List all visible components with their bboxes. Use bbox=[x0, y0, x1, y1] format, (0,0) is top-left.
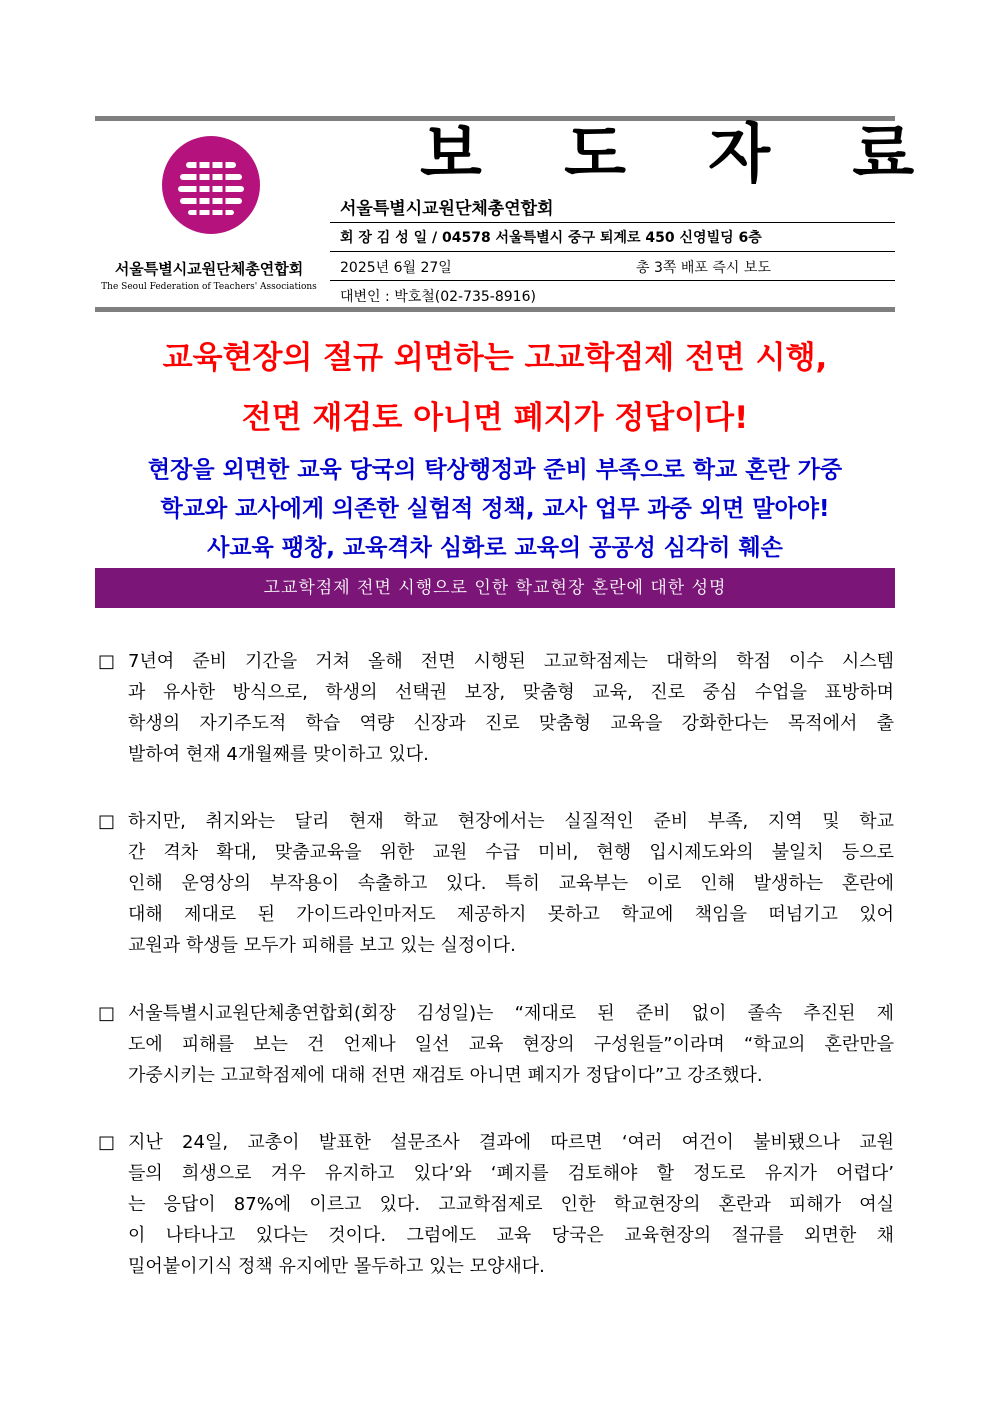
paragraph-line: 밀어붙이기식 정책 유지에만 몰두하고 있는 모양새다. bbox=[128, 1256, 545, 1277]
bullet-box-icon: □ bbox=[98, 1132, 116, 1153]
paragraph-line: 인해 운영상의 부작용이 속출하고 있다. 특히 교육부는 이로 인해 발생하는 혼란에 bbox=[128, 873, 894, 894]
header-divider bbox=[330, 222, 895, 223]
body-paragraph bbox=[98, 806, 894, 961]
books-emblem-icon bbox=[162, 136, 260, 234]
header-divider bbox=[330, 251, 895, 252]
paragraph-line: 서울특별시교원단체총연합회(회장 김성일)는 “제대로 된 준비 없이 졸속 추진된 제 bbox=[128, 1003, 894, 1024]
bullet-box-icon: □ bbox=[98, 1003, 116, 1024]
subheadline: 현장을 외면한 교육 당국의 탁상행정과 준비 부족으로 학교 혼란 가중 bbox=[147, 457, 843, 483]
paragraph-line: 대해 제대로 된 가이드라인마저도 제공하지 못하고 학교에 책임을 떠넘기고 있어 bbox=[128, 904, 894, 925]
press-release-title: 보 도 자 료 bbox=[420, 118, 945, 192]
paragraph-line: 학생의 자기주도적 학습 역량 신장과 진로 맞춤형 교육을 강화한다는 목적에서 출 bbox=[128, 713, 894, 734]
header-divider bbox=[330, 280, 895, 281]
headline-line-2: 전면 재검토 아니면 폐지가 정답이다! bbox=[241, 400, 749, 436]
paragraph-line: 발하여 현재 4개월째를 맞이하고 있다. bbox=[128, 744, 429, 765]
logo-org-name-english: The Seoul Federation of Teachers' Associations bbox=[101, 282, 317, 292]
header-bottom-rule bbox=[95, 307, 895, 312]
distribution-note: 총 3쪽 배포 즉시 보도 bbox=[636, 260, 771, 276]
body-paragraph bbox=[98, 1127, 894, 1282]
subheadline: 사교육 팽창, 교육격차 심화로 교육의 공공성 심각히 훼손 bbox=[207, 535, 783, 561]
paragraph-line: 7년여 준비 기간을 거쳐 올해 전면 시행된 고교학점제는 대학의 학점 이수 시스템 bbox=[128, 651, 894, 672]
body-paragraph bbox=[98, 646, 894, 770]
release-date: 2025년 6월 27일 bbox=[340, 260, 452, 276]
paragraph-line: 들의 희생으로 겨우 유지하고 있다’와 ‘폐지를 검토해야 할 정도로 유지가 어렵다’ bbox=[128, 1163, 894, 1184]
paragraph-line: 는 응답이 87%에 이르고 있다. 고교학점제로 인한 학교현장의 혼란과 피해가 여실 bbox=[128, 1194, 894, 1215]
paragraph-line: 이 나타나고 있다는 것이다. 그럼에도 교육 당국은 교육현장의 절규를 외면한 채 bbox=[128, 1225, 894, 1246]
bullet-box-icon: □ bbox=[98, 811, 116, 832]
paragraph-line: 교원과 학생들 모두가 피해를 보고 있는 실정이다. bbox=[128, 935, 516, 956]
subheadline: 학교와 교사에게 의존한 실험적 정책, 교사 업무 과중 외면 말아야! bbox=[160, 496, 830, 522]
spokesperson-contact: 대변인 : 박호철(02-735-8916) bbox=[340, 289, 536, 305]
org-logo-block bbox=[100, 136, 318, 296]
paragraph-line: 하지만, 취지와는 달리 현재 학교 현장에서는 실질적인 준비 부족, 지역 및 학교 bbox=[128, 811, 894, 832]
paragraph-line: 간 격차 확대, 맞춤교육을 위한 교원 수급 미비, 현행 입시제도와의 불일치 등으로 bbox=[128, 842, 894, 863]
paragraph-line: 가중시키는 고교학점제에 대해 전면 재검토 아니면 폐지가 정답이다”고 강조했다. bbox=[128, 1065, 763, 1086]
paragraph-line: 과 유사한 방식으로, 학생의 선택권 보장, 맞춤형 교육, 진로 중심 수업을 표방하며 bbox=[128, 682, 894, 703]
header-org-name: 서울특별시교원단체총연합회 bbox=[340, 199, 554, 219]
paragraph-line: 도에 피해를 보는 건 언제나 일선 교육 현장의 구성원들”이라며 “학교의 혼란만을 bbox=[128, 1034, 894, 1055]
body-paragraph bbox=[98, 998, 894, 1091]
bullet-box-icon: □ bbox=[98, 651, 116, 672]
statement-banner: 고교학점제 전면 시행으로 인한 학교현장 혼란에 대한 성명 bbox=[95, 568, 895, 608]
president-address-line: 회 장 김 성 일 / 04578 서울특별시 중구 퇴계로 450 신영빌딩 6층 bbox=[340, 230, 762, 246]
headline-line-1: 교육현장의 절규 외면하는 고교학점제 전면 시행, bbox=[162, 340, 828, 376]
paragraph-line: 지난 24일, 교총이 발표한 설문조사 결과에 따르면 ‘여러 여건이 불비됐으나 교원 bbox=[128, 1132, 894, 1153]
logo-org-name-korean: 서울특별시교원단체총연합회 bbox=[114, 260, 304, 278]
